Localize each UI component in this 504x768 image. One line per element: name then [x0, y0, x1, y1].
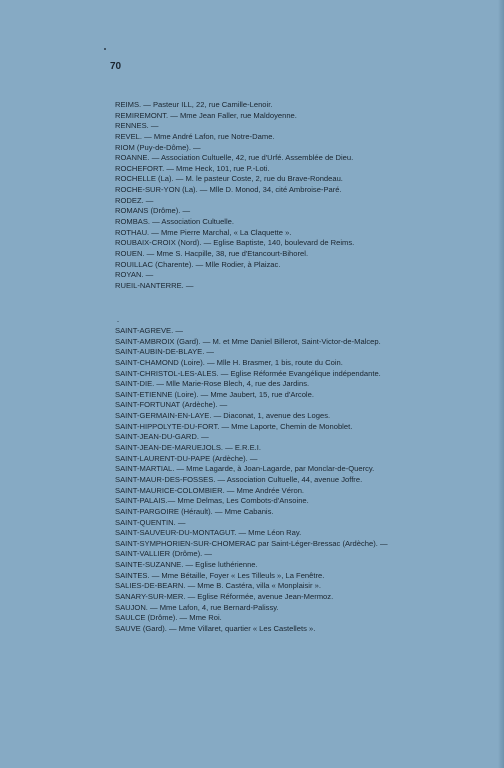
- directory-entry: ROMBAS. — Association Cultuelle.: [115, 217, 235, 227]
- directory-entry: ROCHELLE (La). — M. le pasteur Coste, 2, rue du Brave-Rondeau.: [115, 174, 343, 184]
- directory-entry: ROUILLAC (Charente). — Mlle Rodier, à Plaizac.: [115, 259, 281, 269]
- directory-entry: SAINT-SAUVEUR-DU-MONTAGUT. — Mme Léon Ray.: [115, 528, 302, 538]
- directory-entry: RIOM (Puy-de-Dôme). —: [115, 142, 201, 152]
- directory-entry: REVEL. — Mme André Lafon, rue Notre-Dame.: [115, 131, 275, 141]
- directory-entry: ROTHAU. — Mme Pierre Marchal, « La Claquette ».: [115, 227, 292, 237]
- entries-r-list: [115, 100, 485, 292]
- directory-entry: SAULCE (Drôme). — Mme Roi.: [115, 613, 222, 623]
- directory-entry: SAINT-HIPPOLYTE-DU-FORT. — Mme Laporte, Chemin de Monoblet.: [115, 421, 353, 431]
- directory-entry: SAINT-AUBIN-DE-BLAYE. —: [115, 347, 215, 357]
- directory-entry: SAINT-PALAIS.— Mme Delmas, Les Combots-d'Ansoine.: [115, 496, 309, 506]
- directory-entry: SAINT-ETIENNE (Loire). — Mme Jaubert, 15, rue d'Arcole.: [115, 389, 314, 399]
- directory-entry: RODEZ. —: [115, 195, 154, 205]
- directory-entry: SAINTES. — Mme Bétaille, Foyer « Les Tilleuls », La Fenêtre.: [115, 570, 325, 580]
- directory-entry: ROCHEFORT. — Mme Heck, 101, rue P.-Loti.: [115, 163, 270, 173]
- directory-entry: ROYAN. —: [115, 270, 154, 280]
- directory-entry: ROCHE-SUR-YON (La). — Mlle D. Monod, 34, cité Ambroise-Paré.: [115, 185, 342, 195]
- directory-entry: SAINT-DIE. — Mlle Marie-Rose Blech, 4, rue des Jardins.: [115, 379, 310, 389]
- directory-entry: ROANNE. — Association Cultuelle, 42, rue d'Urfé. Assemblée de Dieu.: [115, 153, 354, 163]
- directory-entry: SAUVE (Gard). — Mme Villaret, quartier « Les Castellets ».: [115, 623, 316, 633]
- directory-entry: SAINT-CHRISTOL-LES-ALES. — Eglise Réformée Evangélique indépendante.: [115, 368, 381, 378]
- directory-entry: REIMS. — Pasteur ILL, 22, rue Camille-Lenoir.: [115, 100, 273, 109]
- ink-dot: [104, 48, 106, 50]
- directory-entry: SAINT-JEAN-DU-GARD. —: [115, 432, 209, 442]
- directory-entry: SAINT-VALLIER (Drôme). —: [115, 549, 212, 559]
- directory-entry: SAINT-CHAMOND (Loire). — Mlle H. Brasmer, 1 bis, route du Coin.: [115, 357, 343, 367]
- directory-entry: SAINTE-SUZANNE. — Eglise luthérienne.: [115, 560, 258, 570]
- directory-entry: ROMANS (Drôme). —: [115, 206, 191, 216]
- directory-entry: SALIES-DE-BEARN. — Mme B. Castéra, villa « Monplaisir ».: [115, 581, 321, 591]
- directory-entry: SAINT-AGREVE. —: [115, 326, 183, 335]
- directory-entry: SAINT-MAURICE-COLOMBIER. — Mme Andrée Véron.: [115, 485, 305, 495]
- directory-entry: SAINT-AMBROIX (Gard). — M. et Mme Daniel Billerot, Saint-Victor-de-Malcep.: [115, 336, 381, 346]
- directory-entry: SAUJON. — Mme Lafon, 4, rue Bernard-Palissy.: [115, 602, 279, 612]
- directory-entry: SAINT-JEAN-DE-MARUEJOLS. — E.R.E.I.: [115, 443, 261, 453]
- entries-s-list: [115, 326, 485, 635]
- directory-entry: SAINT-LAURENT-DU-PAPE (Ardèche). —: [115, 453, 258, 463]
- directory-entry: SANARY-SUR-MER. — Eglise Réformée, avenue Jean-Mermoz.: [115, 592, 334, 602]
- section-marker: -: [117, 319, 119, 325]
- page-edge: [498, 0, 504, 768]
- directory-entry: REMIREMONT. — Mme Jean Faller, rue Maldoyenne.: [115, 110, 297, 120]
- directory-entry: ROUEN. — Mme S. Hacpille, 38, rue d'Etancourt-Bihorel.: [115, 248, 309, 258]
- directory-entry: ROUBAIX-CROIX (Nord). — Eglise Baptiste, 140, boulevard de Reims.: [115, 238, 355, 248]
- page-number: 70: [110, 61, 122, 72]
- directory-entry: SAINT-QUENTIN. —: [115, 517, 186, 527]
- directory-entry: SAINT-FORTUNAT (Ardèche). —: [115, 400, 228, 410]
- directory-entry: SAINT-MAUR-DES-FOSSES. — Association Cultuelle, 44, avenue Joffre.: [115, 474, 363, 484]
- directory-entry: RUEIL-NANTERRE. —: [115, 280, 194, 290]
- directory-entry: RENNES. —: [115, 121, 159, 131]
- directory-entry: SAINT-GERMAIN-EN-LAYE. — Diaconat, 1, avenue des Loges.: [115, 411, 331, 421]
- directory-entry: SAINT-PARGOIRE (Hérault). — Mme Cabanis.: [115, 506, 274, 516]
- directory-entry: SAINT-SYMPHORIEN-SUR-CHOMERAC par Saint-Léger-Bressac (Ardèche). —: [115, 538, 388, 548]
- directory-entry: SAINT-MARTIAL. — Mme Lagarde, à Joan-Lagarde, par Monclar-de-Quercy.: [115, 464, 375, 474]
